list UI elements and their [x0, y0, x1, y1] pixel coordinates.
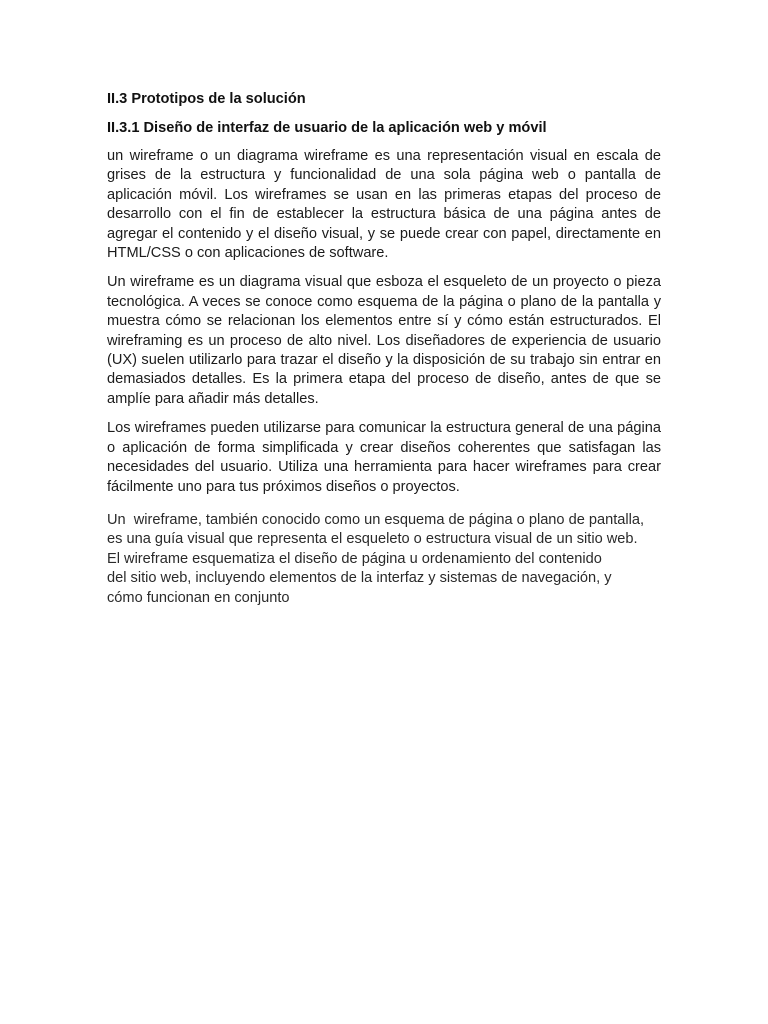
paragraph-4	[107, 511, 661, 608]
paragraph-4-line-2: es una guía visual que representa el esqueleto o estructura visual de un sitio web.	[107, 531, 638, 548]
paragraph-3: Los wireframes pueden utilizarse para comunicar la estructura general de una página o aplicación de forma simplificada y crear diseños coherentes que satisfagan las necesidades del usuario. Utiliza una herramienta para hacer wireframes para crear fácilmente uno para tus próximos diseños o proyectos.	[107, 420, 661, 495]
paragraph-4-line-3: El wireframe esquematiza el diseño de página u ordenamiento del contenido	[107, 550, 602, 567]
paragraph-2: Un wireframe es un diagrama visual que esboza el esqueleto de un proyecto o pieza tecnológica. A veces se conoce como esquema de la página o plano de la pantalla y muestra cómo se relacionan los elementos entre sí y cómo están estructurados. El wireframing es un proceso de alto nivel. Los diseñadores de experiencia de usuario (UX) suelen utilizarlo para trazar el diseño y la disposición de su trabajo sin entrar en demasiados detalles. Es la primera etapa del proceso de diseño, antes de que se amplíe para añadir más detalles.	[107, 274, 661, 407]
paragraph-4-line-4: del sitio web, incluyendo elementos de la interfaz y sistemas de navegación, y	[107, 570, 612, 587]
paragraph-4-line-1: Un wireframe, también conocido como un esquema de página o plano de pantalla,	[107, 511, 645, 528]
section-title: II.3 Prototipos de la solución	[107, 91, 306, 107]
paragraph-4-line-5: cómo funcionan en conjunto	[107, 589, 290, 606]
subsection-title: II.3.1 Diseño de interfaz de usuario de la aplicación web y móvil	[107, 120, 547, 136]
paragraph-1: un wireframe o un diagrama wireframe es una representación visual en escala de grises de la estructura y funcionalidad de una sola página web o pantalla de aplicación móvil. Los wireframes se usan en las primeras etapas del proceso de desarrollo con el fin de establecer la estructura básica de una página antes de agregar el contenido y el diseño visual, y se puede crear con papel, directamente en HTML/CSS o con aplicaciones de software.	[107, 148, 661, 262]
